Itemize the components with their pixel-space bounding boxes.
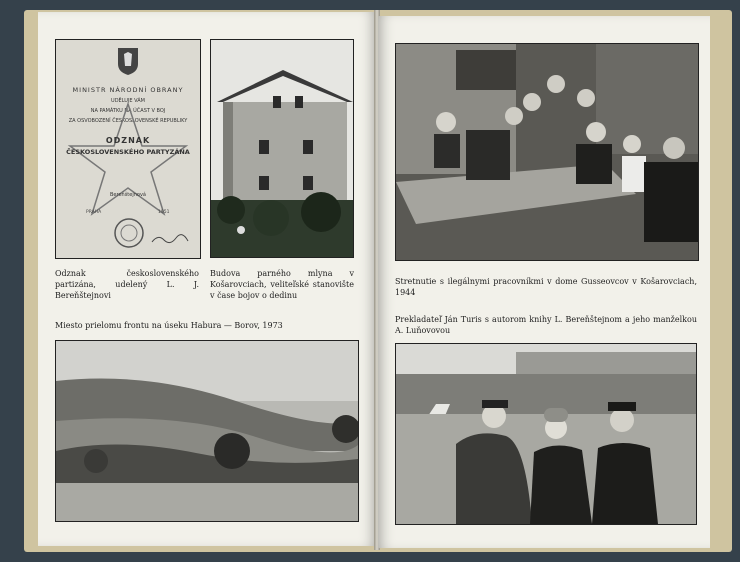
caption-badge: Odznak československého partizána, udelený L. J. Bereňštejnovi [55, 269, 199, 300]
caption-translator: Prekladateľ Ján Turis s autorom knihy L. Bereňštejnom a jeho manželkou A. Luňovovou [395, 315, 697, 335]
cert-title1: ODZNAK [105, 136, 151, 145]
czech-emblem-icon [116, 46, 140, 76]
front-landscape-photo [55, 340, 359, 522]
steam-mill-photo [210, 39, 354, 258]
illegal-workers-meeting-photo [395, 43, 699, 261]
cert-ministry: MINISTR NÁRODNÍ OBRANY [72, 86, 184, 94]
caption-mill: Budova parného mlyna v Košarovciach, veliteľské stanovište v čase bojov o dedinu [210, 269, 354, 300]
cert-line4: ZA OSVOBOZENÍ ČESKOSLOVENSKÉ REPUBLIKY [68, 118, 188, 124]
caption-front: Miesto prielomu frontu na úseku Habura — Borov, 1973 [55, 321, 283, 330]
translator-author-photo [395, 343, 697, 525]
right-page [378, 16, 710, 548]
cert-line2: UDĚLUJE VÁM [111, 98, 145, 104]
portrait-drawing [396, 344, 696, 524]
meeting-drawing [396, 44, 698, 260]
cert-year: 1951 [158, 210, 170, 215]
cert-recipient: Bereňštejnová [110, 192, 146, 198]
cert-place: PRAHA [86, 210, 102, 215]
partisan-certificate-photo [55, 39, 201, 259]
mill-building-drawing [211, 40, 353, 257]
cert-title2: ČESKOSLOVENSKÉHO PARTYZÁNA [66, 148, 190, 156]
landscape-drawing [56, 341, 358, 521]
left-page [38, 12, 376, 546]
caption-meeting: Stretnutie s ilegálnymi pracovníkmi v dome Gusseovcov v Košarovciach, 1944 [395, 277, 697, 297]
cert-line3: NA PAMÁTKU NA ÚČAST V BOJ [90, 108, 166, 114]
star-icon [56, 100, 200, 220]
stamp-seal [112, 216, 146, 250]
signature-mark [150, 232, 190, 246]
